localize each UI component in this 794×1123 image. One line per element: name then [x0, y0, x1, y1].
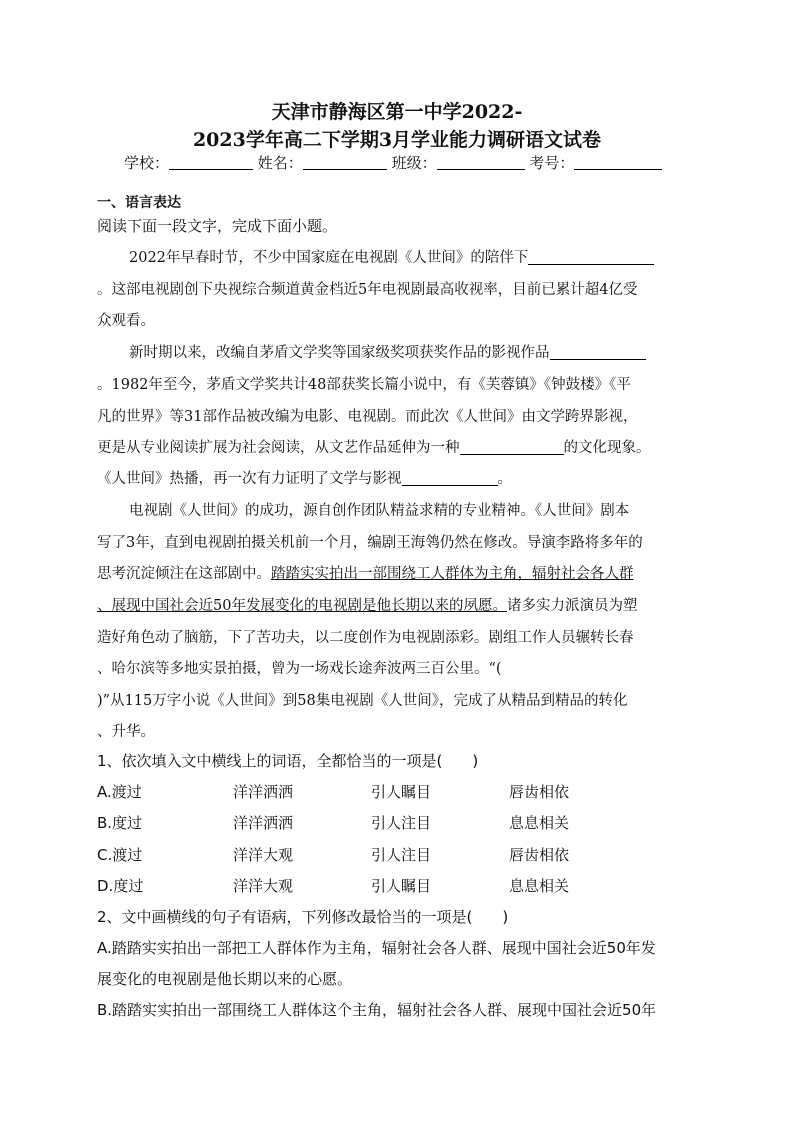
- option-label: A.渡过: [97, 783, 142, 801]
- option-label: D.度过: [97, 877, 144, 895]
- passage-line: [97, 562, 697, 583]
- question-2-option-a-cont[interactable]: 展变化的电视剧是他长期以来的心愿。: [97, 970, 353, 988]
- option-word: 息息相关: [509, 877, 570, 895]
- option-word: 洋洋大观: [233, 877, 294, 895]
- fill-blank-1[interactable]: [528, 250, 654, 265]
- question-1-stem: 1、依次填入文中横线上的词语，全都恰当的一项是( ): [97, 752, 479, 770]
- passage-text: 的文化现象。: [563, 440, 651, 456]
- student-info-row: [124, 152, 662, 173]
- class-blank[interactable]: [437, 155, 525, 170]
- school-label: 学校：: [124, 154, 170, 172]
- passage-text: 思考沉淀倾注在这部剧中。: [97, 566, 271, 582]
- option-word: 引人注目: [371, 814, 432, 832]
- passage-line: )”从115万字小说《人世间》到58集电视剧《人世间》，完成了从精品到精品的转化: [97, 693, 628, 709]
- passage-line: 写了3年，直到电视剧拍摄关机前一个月，编剧王海鸰仍然在修改。导演李路将多年的: [97, 535, 643, 551]
- passage-line: 凡的世界》等31部作品被改编为电影、电视剧。而此次《人世间》由文学跨界影视，: [97, 409, 638, 425]
- passage-line: 造好角色动了脑筋，下了苦功夫，以二度创作为电视剧添彩。剧组工作人员辗转长春: [97, 630, 634, 646]
- passage-text: 。: [497, 471, 512, 487]
- passage-line: [97, 467, 697, 488]
- passage-line: 、哈尔滨等多地实景拍摄，曾为一场戏长途奔波两三百公里。“(: [97, 661, 502, 677]
- passage-line: 、升华。: [97, 724, 155, 740]
- passage-line: [129, 341, 729, 362]
- section-instruction: 阅读下面一段文字，完成下面小题。: [97, 217, 338, 235]
- passage-text: 更是从专业阅读扩展为社会阅读，从文艺作品延伸为一种: [97, 440, 460, 456]
- option-word: 洋洋大观: [233, 846, 294, 864]
- exam-number-blank[interactable]: [574, 155, 662, 170]
- option-label: C.渡过: [97, 846, 143, 864]
- passage-line: 众观看。: [97, 313, 155, 329]
- passage-text: 新时期以来，改编自茅盾文学奖等国家级奖项获奖作品的影视作品: [129, 345, 550, 361]
- fill-blank-4[interactable]: [402, 471, 498, 486]
- passage-line: [129, 246, 729, 267]
- exam-number-label: 考号：: [529, 154, 575, 172]
- school-blank[interactable]: [169, 155, 253, 170]
- option-word: 洋洋洒洒: [233, 783, 294, 801]
- name-blank[interactable]: [303, 155, 387, 170]
- underlined-sentence: 踏踏实实拍出一部围绕工人群体为主角，辐射社会各人群: [271, 566, 634, 582]
- question-2-option-b[interactable]: B.踏踏实实拍出一部围绕工人群体这个主角，辐射社会各人群、展现中国社会近50年: [97, 1001, 657, 1019]
- option-label: B.度过: [97, 814, 143, 832]
- option-word: 唇齿相依: [509, 783, 570, 801]
- passage-line: 电视剧《人世间》的成功，源自创作团队精益求精的专业精神。《人世间》剧本: [129, 503, 630, 519]
- option-word: 唇齿相依: [509, 846, 570, 864]
- option-word: 引人瞩目: [371, 783, 432, 801]
- passage-text: 2022年早春时节，不少中国家庭在电视剧《人世间》的陪伴下: [129, 250, 529, 266]
- passage-line: [97, 594, 697, 615]
- question-2-stem: 2、文中画横线的句子有语病，下列修改最恰当的一项是( ): [97, 908, 509, 926]
- question-2-option-a[interactable]: A.踏踏实实拍出一部把工人群体作为主角，辐射社会各人群、展现中国社会近50年发: [97, 939, 656, 957]
- option-word: 引人注目: [371, 846, 432, 864]
- passage-text: 诸多实力派演员为塑: [506, 598, 638, 614]
- section-title: 一、语言表达: [97, 195, 181, 211]
- passage-line: 。1982年至今，茅盾文学奖共计48部获奖长篇小说中，有《芙蓉镇》《钟鼓楼》《平: [97, 377, 631, 393]
- option-word: 洋洋洒洒: [233, 814, 294, 832]
- exam-title-line2: 2023学年高二下学期3月学业能力调研语文试卷: [192, 129, 602, 151]
- fill-blank-3[interactable]: [460, 440, 564, 455]
- class-label: 班级：: [391, 154, 437, 172]
- option-word: 息息相关: [509, 814, 570, 832]
- passage-text: 《人世间》热播，再一次有力证明了文学与影视: [97, 471, 402, 487]
- passage-line: 。这部电视剧创下央视综合频道黄金档近5年电视剧最高收视率，目前已累计超4亿受: [97, 282, 638, 298]
- name-label: 姓名：: [257, 154, 303, 172]
- fill-blank-2[interactable]: [550, 345, 646, 360]
- passage-line: [97, 436, 697, 457]
- underlined-sentence: 、展现中国社会近50年发展变化的电视剧是他长期以来的夙愿。: [97, 598, 507, 614]
- exam-title-line1: 天津市静海区第一中学2022-: [271, 101, 523, 123]
- option-word: 引人瞩目: [371, 877, 432, 895]
